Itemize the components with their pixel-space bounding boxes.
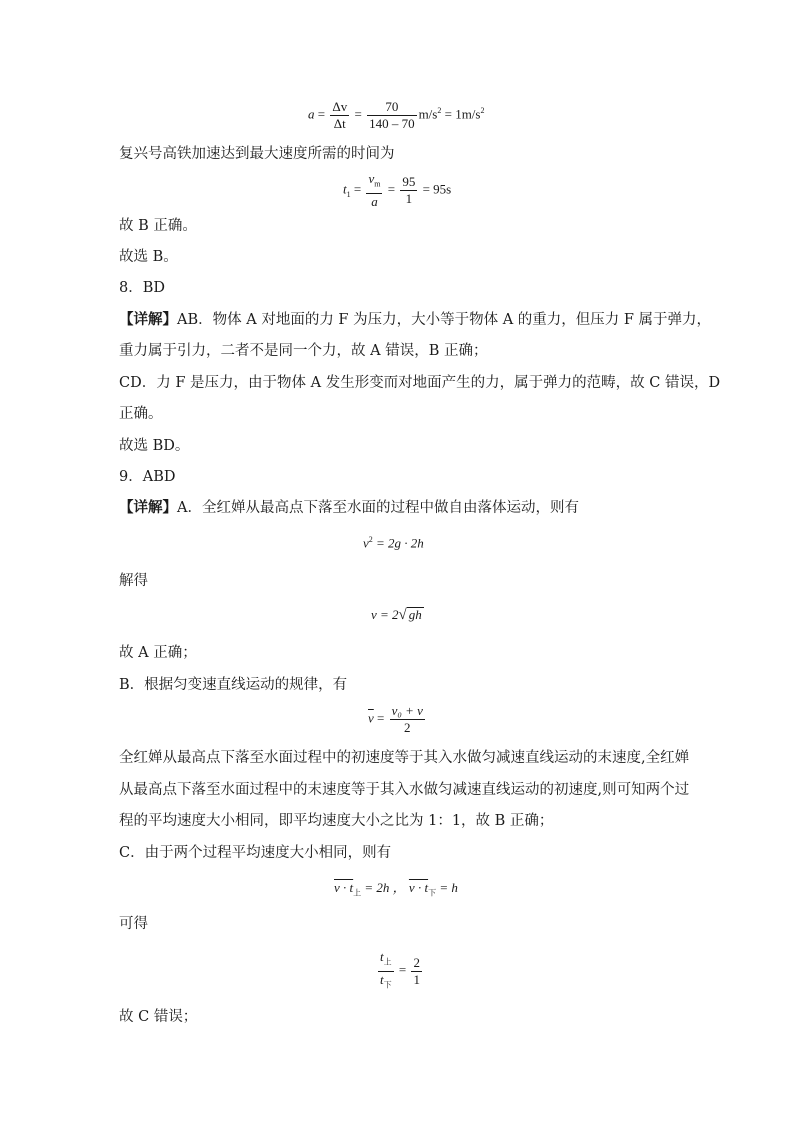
eq-symbol: a xyxy=(308,106,315,122)
text-line: 【详解】AB．物体 A 对地面的力 F 为压力，大小等于物体 A 的重力，但压力 F 属于弹力， xyxy=(119,311,712,328)
sqrt-symbol: √ xyxy=(398,607,407,623)
text-line: 重力属于引力，二者不是同一个力，故 A 错误，B 正确； xyxy=(119,343,488,359)
text-line: 全红婵从最高点下落至水面过程中的初速度等于其入水做匀减速直线运动的末速度,全红婵 xyxy=(119,750,690,766)
text-line: 故 C 错误； xyxy=(119,1009,198,1025)
equation-time: $t_1$ = $\frac{v_m}{a}$ = $\frac{95}{1}$ = 95s xyxy=(343,171,452,209)
text-line: 正确。 xyxy=(119,406,163,422)
fraction: $\frac{t_上}{t_下}$ xyxy=(380,949,392,990)
equation-velocity: v = 2√ gh xyxy=(371,607,422,623)
detail-tag: 【详解】 xyxy=(119,499,177,516)
text-line: CD．力 F 是压力，由于物体 A 发生形变而对地面产生的力，属于弹力的范畴，故 C 错误，D xyxy=(119,375,721,391)
text-line: 可得 xyxy=(119,916,148,932)
text-line: 故 A 正确； xyxy=(119,645,197,661)
equation-free-fall: $v^2 = 2g \cdot 2h$ xyxy=(363,535,424,551)
equation-time-ratio: $\frac{t_上}{t_下}$ = $\frac{2}{1}$ xyxy=(376,950,424,992)
question-number: 9．ABD xyxy=(119,469,176,485)
text-line: 故选 BD。 xyxy=(119,438,190,454)
fraction: $\frac{v_m}{a}$ xyxy=(368,171,381,209)
equation-acceleration: a = $\frac{\Delta v}{\Delta t}$ = $\frac{70}{140 - 70}$ $m/s^2 = 1m/s^2$ xyxy=(308,99,485,131)
text-line: C．由于两个过程平均速度大小相同，则有 xyxy=(119,845,392,861)
fraction: $\frac{2}{1}$ xyxy=(413,954,420,987)
question-number: 8．BD xyxy=(119,280,166,296)
text-line: 解得 xyxy=(119,573,148,589)
detail-tag: 【详解】 xyxy=(119,311,177,328)
text-line: 从最高点下落至水面过程中的末速度等于其入水做匀减速直线运动的初速度,则可知两个过 xyxy=(119,782,690,798)
text-line: 复兴号高铁加速达到最大速度所需的时间为 xyxy=(119,146,395,162)
text-line: 故选 B。 xyxy=(119,249,178,265)
fraction: $\frac{70}{140 - 70}$ xyxy=(369,99,415,131)
fraction: $\frac{\text{v₀ + v}}{2}$ xyxy=(391,703,423,735)
equation-displacement: $v \cdot t_上 = 2h$ ， $v \cdot t_下 = h$ xyxy=(334,880,458,898)
text-line: 【详解】A．全红婵从最高点下落至水面的过程中做自由落体运动，则有 xyxy=(119,499,579,516)
text-line: 程的平均速度大小相同，即平均速度大小之比为 1：1，故 B 正确； xyxy=(119,813,554,829)
text-line: 故 B 正确。 xyxy=(119,218,197,234)
equation-average-velocity: $\overline{v}$ = $\frac{\text{v₀ + v}}{2}$ xyxy=(368,703,423,735)
fraction: $\frac{\Delta v}{\Delta t}$ xyxy=(332,99,348,131)
text-line: B．根据匀变速直线运动的规律，有 xyxy=(119,677,348,693)
fraction: $\frac{95}{1}$ xyxy=(402,173,416,206)
